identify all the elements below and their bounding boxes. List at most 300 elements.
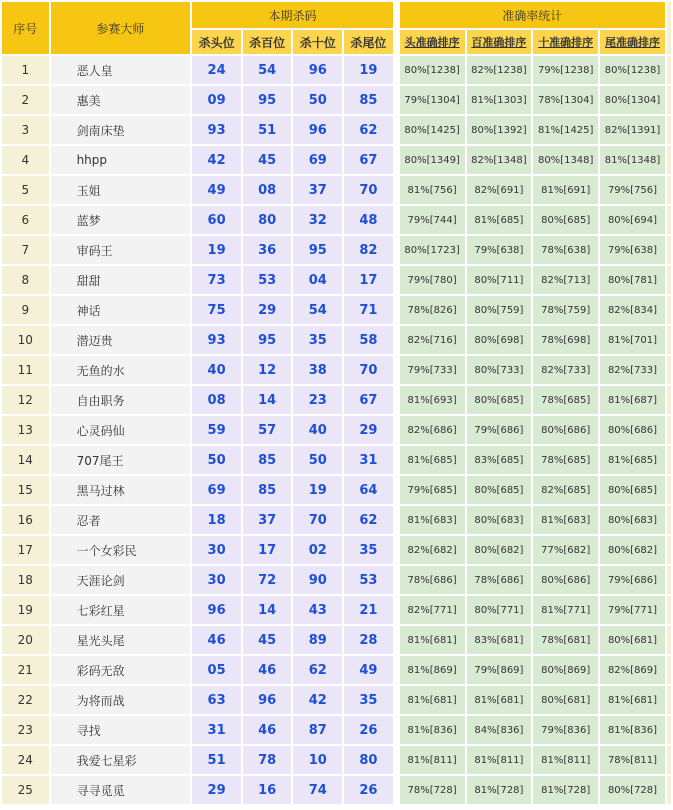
- column-gap: [395, 536, 398, 564]
- edge-strip: [667, 476, 671, 504]
- kill-hundreds-value: 46: [243, 656, 292, 684]
- table-row: [2, 626, 671, 654]
- row-index: 12: [2, 386, 49, 414]
- hundreds-accuracy-value: 83%[681]: [467, 626, 532, 654]
- hundreds-accuracy-value: 81%[728]: [467, 776, 532, 804]
- kill-tens-value: 43: [293, 596, 342, 624]
- kill-tail-value: 48: [344, 206, 393, 234]
- row-index: 6: [2, 206, 49, 234]
- master-name: 忍者: [51, 506, 191, 534]
- hundreds-accuracy-value: 80%[698]: [467, 326, 532, 354]
- edge-strip: [667, 206, 671, 234]
- tens-accuracy-value: 78%[685]: [533, 386, 598, 414]
- kill-tail-value: 80: [344, 746, 393, 774]
- column-gap: [395, 566, 398, 594]
- tens-accuracy-value: 77%[682]: [533, 536, 598, 564]
- master-name: 心灵码仙: [51, 416, 191, 444]
- tens-accuracy-value: 79%[1238]: [533, 56, 598, 84]
- head-accuracy-value: 81%[836]: [400, 716, 465, 744]
- edge-strip: [667, 266, 671, 294]
- header-master: 参赛大师: [51, 2, 191, 54]
- kill-head-value: 31: [192, 716, 241, 744]
- tail-accuracy-value: 82%[1391]: [600, 116, 665, 144]
- kill-hundreds-value: 46: [243, 716, 292, 744]
- kill-head-value: 24: [192, 56, 241, 84]
- edge-strip: [667, 236, 671, 264]
- kill-hundreds-value: 08: [243, 176, 292, 204]
- edge-strip: [667, 686, 671, 714]
- column-gap: [395, 716, 398, 744]
- kill-tens-value: 96: [293, 56, 342, 84]
- kill-head-value: 19: [192, 236, 241, 264]
- kill-head-value: 42: [192, 146, 241, 174]
- master-name: 天涯论剑: [51, 566, 191, 594]
- edge-strip: [667, 2, 671, 54]
- tens-accuracy-value: 78%[698]: [533, 326, 598, 354]
- kill-tail-value: 64: [344, 476, 393, 504]
- edge-strip: [667, 656, 671, 684]
- kill-tail-value: 70: [344, 176, 393, 204]
- kill-head-value: 93: [192, 326, 241, 354]
- head-accuracy-value: 78%[728]: [400, 776, 465, 804]
- master-name: 潜迈贵: [51, 326, 191, 354]
- tens-accuracy-value: 81%[1425]: [533, 116, 598, 144]
- kill-tens-value: 50: [293, 446, 342, 474]
- kill-tens-value: 02: [293, 536, 342, 564]
- row-index: 25: [2, 776, 49, 804]
- kill-head-value: 49: [192, 176, 241, 204]
- kill-tens-value: 90: [293, 566, 342, 594]
- hundreds-accuracy-value: 81%[1303]: [467, 86, 532, 114]
- hundreds-accuracy-value: 80%[733]: [467, 356, 532, 384]
- master-name: hhpp: [51, 146, 191, 174]
- header-kill-head: 杀头位: [192, 30, 241, 54]
- row-index: 19: [2, 596, 49, 624]
- column-gap: [395, 506, 398, 534]
- kill-hundreds-value: 80: [243, 206, 292, 234]
- hundreds-accuracy-value: 82%[691]: [467, 176, 532, 204]
- hundreds-accuracy-value: 80%[685]: [467, 386, 532, 414]
- row-index: 22: [2, 686, 49, 714]
- sort-tens-accuracy-link[interactable]: 十准确排序: [533, 30, 598, 54]
- kill-head-value: 69: [192, 476, 241, 504]
- edge-strip: [667, 716, 671, 744]
- table-row: [2, 656, 671, 684]
- kill-hundreds-value: 37: [243, 506, 292, 534]
- hundreds-accuracy-value: 80%[711]: [467, 266, 532, 294]
- kill-head-value: 40: [192, 356, 241, 384]
- row-index: 17: [2, 536, 49, 564]
- master-name: 惠美: [51, 86, 191, 114]
- head-accuracy-value: 82%[771]: [400, 596, 465, 624]
- row-index: 20: [2, 626, 49, 654]
- master-name: 一个女彩民: [51, 536, 191, 564]
- kill-tens-value: 04: [293, 266, 342, 294]
- tail-accuracy-value: 80%[681]: [600, 626, 665, 654]
- edge-strip: [667, 386, 671, 414]
- kill-head-value: 73: [192, 266, 241, 294]
- kill-tens-value: 35: [293, 326, 342, 354]
- master-name: 707尾王: [51, 446, 191, 474]
- hundreds-accuracy-value: 80%[683]: [467, 506, 532, 534]
- kill-hundreds-value: 14: [243, 596, 292, 624]
- table-row: [2, 716, 671, 744]
- master-name: 星光头尾: [51, 626, 191, 654]
- kill-head-value: 46: [192, 626, 241, 654]
- tail-accuracy-value: 81%[836]: [600, 716, 665, 744]
- kill-hundreds-value: 45: [243, 146, 292, 174]
- row-index: 1: [2, 56, 49, 84]
- column-gap: [395, 86, 398, 114]
- head-accuracy-value: 81%[681]: [400, 686, 465, 714]
- kill-tens-value: 23: [293, 386, 342, 414]
- kill-tail-value: 67: [344, 386, 393, 414]
- header-kill-group: 本期杀码: [192, 2, 392, 28]
- sort-hundreds-accuracy-link[interactable]: 百准确排序: [467, 30, 532, 54]
- column-gap: [395, 656, 398, 684]
- row-index: 7: [2, 236, 49, 264]
- table-row: [2, 56, 671, 84]
- table-row: [2, 416, 671, 444]
- tail-accuracy-value: 82%[834]: [600, 296, 665, 324]
- tail-accuracy-value: 80%[728]: [600, 776, 665, 804]
- header-kill-tens: 杀十位: [293, 30, 342, 54]
- master-name: 黑马过林: [51, 476, 191, 504]
- tens-accuracy-value: 80%[1348]: [533, 146, 598, 174]
- edge-strip: [667, 776, 671, 804]
- kill-head-value: 30: [192, 536, 241, 564]
- column-gap: [395, 686, 398, 714]
- tens-accuracy-value: 81%[728]: [533, 776, 598, 804]
- master-name: 蓝梦: [51, 206, 191, 234]
- hundreds-accuracy-value: 81%[685]: [467, 206, 532, 234]
- tail-accuracy-value: 80%[682]: [600, 536, 665, 564]
- header-index: 序号: [2, 2, 49, 54]
- kill-hundreds-value: 36: [243, 236, 292, 264]
- header-accuracy-group: 准确率统计: [400, 2, 665, 28]
- table-row: [2, 686, 671, 714]
- head-accuracy-value: 81%[681]: [400, 626, 465, 654]
- row-index: 11: [2, 356, 49, 384]
- tail-accuracy-value: 80%[1304]: [600, 86, 665, 114]
- tens-accuracy-value: 82%[713]: [533, 266, 598, 294]
- row-index: 13: [2, 416, 49, 444]
- column-gap: [395, 596, 398, 624]
- master-name: 寻找: [51, 716, 191, 744]
- kill-tens-value: 10: [293, 746, 342, 774]
- master-name: 甜甜: [51, 266, 191, 294]
- tens-accuracy-value: 81%[691]: [533, 176, 598, 204]
- head-accuracy-value: 82%[686]: [400, 416, 465, 444]
- edge-strip: [667, 116, 671, 144]
- edge-strip: [667, 176, 671, 204]
- kill-head-value: 29: [192, 776, 241, 804]
- head-accuracy-value: 79%[1304]: [400, 86, 465, 114]
- kill-tail-value: 70: [344, 356, 393, 384]
- head-accuracy-value: 81%[756]: [400, 176, 465, 204]
- column-gap: [395, 356, 398, 384]
- head-accuracy-value: 81%[693]: [400, 386, 465, 414]
- tail-accuracy-value: 81%[687]: [600, 386, 665, 414]
- kill-hundreds-value: 78: [243, 746, 292, 774]
- table-row: [2, 746, 671, 774]
- row-index: 15: [2, 476, 49, 504]
- sort-tail-accuracy-link[interactable]: 尾准确排序: [600, 30, 665, 54]
- master-name: 寻寻觅觅: [51, 776, 191, 804]
- kill-tail-value: 31: [344, 446, 393, 474]
- head-accuracy-value: 79%[780]: [400, 266, 465, 294]
- kill-tail-value: 19: [344, 56, 393, 84]
- hundreds-accuracy-value: 80%[771]: [467, 596, 532, 624]
- kill-tail-value: 17: [344, 266, 393, 294]
- header-kill-hundreds: 杀百位: [243, 30, 292, 54]
- head-accuracy-value: 81%[811]: [400, 746, 465, 774]
- master-name: 神话: [51, 296, 191, 324]
- tail-accuracy-value: 79%[756]: [600, 176, 665, 204]
- tail-accuracy-value: 78%[811]: [600, 746, 665, 774]
- column-gap: [395, 116, 398, 144]
- kill-head-value: 05: [192, 656, 241, 684]
- column-gap: [395, 296, 398, 324]
- kill-head-value: 08: [192, 386, 241, 414]
- column-gap: [395, 146, 398, 174]
- kill-hundreds-value: 17: [243, 536, 292, 564]
- tens-accuracy-value: 82%[685]: [533, 476, 598, 504]
- master-name: 自由职务: [51, 386, 191, 414]
- tail-accuracy-value: 80%[685]: [600, 476, 665, 504]
- edge-strip: [667, 416, 671, 444]
- kill-hundreds-value: 96: [243, 686, 292, 714]
- head-accuracy-value: 80%[1425]: [400, 116, 465, 144]
- row-index: 3: [2, 116, 49, 144]
- hundreds-accuracy-value: 81%[811]: [467, 746, 532, 774]
- kill-tens-value: 38: [293, 356, 342, 384]
- column-gap: [395, 746, 398, 774]
- kill-tail-value: 62: [344, 506, 393, 534]
- row-index: 5: [2, 176, 49, 204]
- row-index: 23: [2, 716, 49, 744]
- row-index: 24: [2, 746, 49, 774]
- tens-accuracy-value: 79%[836]: [533, 716, 598, 744]
- head-accuracy-value: 81%[869]: [400, 656, 465, 684]
- kill-hundreds-value: 54: [243, 56, 292, 84]
- kill-tens-value: 54: [293, 296, 342, 324]
- kill-tail-value: 71: [344, 296, 393, 324]
- tens-accuracy-value: 78%[681]: [533, 626, 598, 654]
- column-gap: [395, 416, 398, 444]
- table-row: [2, 116, 671, 144]
- head-accuracy-value: 80%[1349]: [400, 146, 465, 174]
- tail-accuracy-value: 79%[686]: [600, 566, 665, 594]
- edge-strip: [667, 746, 671, 774]
- tens-accuracy-value: 81%[811]: [533, 746, 598, 774]
- tens-accuracy-value: 80%[869]: [533, 656, 598, 684]
- table-row: [2, 86, 671, 114]
- column-gap: [395, 236, 398, 264]
- kill-hundreds-value: 85: [243, 476, 292, 504]
- kill-tail-value: 26: [344, 776, 393, 804]
- table-row: [2, 596, 671, 624]
- column-gap: [395, 476, 398, 504]
- sort-head-accuracy-link[interactable]: 头准确排序: [400, 30, 465, 54]
- tens-accuracy-value: 80%[686]: [533, 566, 598, 594]
- table-row: [2, 236, 671, 264]
- kill-tens-value: 37: [293, 176, 342, 204]
- kill-tail-value: 28: [344, 626, 393, 654]
- kill-tail-value: 26: [344, 716, 393, 744]
- edge-strip: [667, 626, 671, 654]
- edge-strip: [667, 506, 671, 534]
- kill-head-value: 96: [192, 596, 241, 624]
- tail-accuracy-value: 81%[685]: [600, 446, 665, 474]
- table-row: [2, 296, 671, 324]
- kill-tail-value: 58: [344, 326, 393, 354]
- edge-strip: [667, 146, 671, 174]
- master-name: 我爱七星彩: [51, 746, 191, 774]
- kill-tens-value: 40: [293, 416, 342, 444]
- kill-head-value: 60: [192, 206, 241, 234]
- row-index: 9: [2, 296, 49, 324]
- column-gap: [395, 626, 398, 654]
- column-gap: [395, 326, 398, 354]
- kill-hundreds-value: 72: [243, 566, 292, 594]
- hundreds-accuracy-value: 78%[686]: [467, 566, 532, 594]
- tens-accuracy-value: 80%[681]: [533, 686, 598, 714]
- kill-tens-value: 50: [293, 86, 342, 114]
- head-accuracy-value: 78%[686]: [400, 566, 465, 594]
- row-index: 18: [2, 566, 49, 594]
- head-accuracy-value: 79%[744]: [400, 206, 465, 234]
- kill-tens-value: 42: [293, 686, 342, 714]
- head-accuracy-value: 82%[682]: [400, 536, 465, 564]
- edge-strip: [667, 326, 671, 354]
- kill-tail-value: 67: [344, 146, 393, 174]
- edge-strip: [667, 596, 671, 624]
- tail-accuracy-value: 80%[686]: [600, 416, 665, 444]
- row-index: 4: [2, 146, 49, 174]
- kill-hundreds-value: 51: [243, 116, 292, 144]
- column-gap: [395, 56, 398, 84]
- kill-tens-value: 89: [293, 626, 342, 654]
- kill-tens-value: 95: [293, 236, 342, 264]
- kill-tens-value: 74: [293, 776, 342, 804]
- hundreds-accuracy-value: 80%[682]: [467, 536, 532, 564]
- hundreds-accuracy-value: 84%[836]: [467, 716, 532, 744]
- kill-tens-value: 62: [293, 656, 342, 684]
- kill-hundreds-value: 14: [243, 386, 292, 414]
- tens-accuracy-value: 78%[1304]: [533, 86, 598, 114]
- kill-hundreds-value: 95: [243, 86, 292, 114]
- kill-hundreds-value: 85: [243, 446, 292, 474]
- table-row: [2, 476, 671, 504]
- kill-hundreds-value: 29: [243, 296, 292, 324]
- hundreds-accuracy-value: 80%[685]: [467, 476, 532, 504]
- master-name: 剑南床垫: [51, 116, 191, 144]
- kill-head-value: 50: [192, 446, 241, 474]
- hundreds-accuracy-value: 82%[1348]: [467, 146, 532, 174]
- head-accuracy-value: 80%[1238]: [400, 56, 465, 84]
- master-name: 为将而战: [51, 686, 191, 714]
- hundreds-accuracy-value: 79%[686]: [467, 416, 532, 444]
- column-gap: [395, 386, 398, 414]
- master-name: 无鱼的水: [51, 356, 191, 384]
- kill-tens-value: 96: [293, 116, 342, 144]
- kill-head-value: 63: [192, 686, 241, 714]
- table-row: [2, 176, 671, 204]
- table-row: [2, 356, 671, 384]
- row-index: 16: [2, 506, 49, 534]
- kill-head-value: 75: [192, 296, 241, 324]
- master-name: 彩码无敌: [51, 656, 191, 684]
- master-name: 恶人皇: [51, 56, 191, 84]
- kill-head-value: 51: [192, 746, 241, 774]
- table-row: [2, 446, 671, 474]
- column-gap: [395, 446, 398, 474]
- kill-tens-value: 69: [293, 146, 342, 174]
- head-accuracy-value: 82%[716]: [400, 326, 465, 354]
- edge-strip: [667, 296, 671, 324]
- table-row: [2, 776, 671, 804]
- head-accuracy-value: 81%[685]: [400, 446, 465, 474]
- table-row: [2, 386, 671, 414]
- kill-tail-value: 35: [344, 686, 393, 714]
- kill-hundreds-value: 12: [243, 356, 292, 384]
- master-name: 玉姐: [51, 176, 191, 204]
- column-gap: [395, 176, 398, 204]
- table-row: [2, 536, 671, 564]
- tail-accuracy-value: 80%[1238]: [600, 56, 665, 84]
- kill-head-value: 09: [192, 86, 241, 114]
- head-accuracy-value: 78%[826]: [400, 296, 465, 324]
- edge-strip: [667, 446, 671, 474]
- tail-accuracy-value: 82%[733]: [600, 356, 665, 384]
- kill-tail-value: 53: [344, 566, 393, 594]
- head-accuracy-value: 80%[1723]: [400, 236, 465, 264]
- edge-strip: [667, 56, 671, 84]
- kill-hundreds-value: 45: [243, 626, 292, 654]
- row-index: 10: [2, 326, 49, 354]
- kill-tens-value: 87: [293, 716, 342, 744]
- tens-accuracy-value: 78%[685]: [533, 446, 598, 474]
- table-row: [2, 266, 671, 294]
- hundreds-accuracy-value: 79%[869]: [467, 656, 532, 684]
- head-accuracy-value: 81%[683]: [400, 506, 465, 534]
- master-name: 七彩红星: [51, 596, 191, 624]
- kill-hundreds-value: 53: [243, 266, 292, 294]
- row-index: 21: [2, 656, 49, 684]
- kill-hundreds-value: 95: [243, 326, 292, 354]
- table-row: [2, 146, 671, 174]
- table-row: [2, 326, 671, 354]
- tens-accuracy-value: 81%[683]: [533, 506, 598, 534]
- kill-tail-value: 85: [344, 86, 393, 114]
- hundreds-accuracy-value: 80%[759]: [467, 296, 532, 324]
- tens-accuracy-value: 78%[638]: [533, 236, 598, 264]
- kill-tail-value: 49: [344, 656, 393, 684]
- edge-strip: [667, 356, 671, 384]
- kill-tens-value: 19: [293, 476, 342, 504]
- tail-accuracy-value: 79%[771]: [600, 596, 665, 624]
- hundreds-accuracy-value: 80%[1392]: [467, 116, 532, 144]
- kill-tail-value: 82: [344, 236, 393, 264]
- kill-tail-value: 35: [344, 536, 393, 564]
- kill-tail-value: 62: [344, 116, 393, 144]
- tens-accuracy-value: 82%[733]: [533, 356, 598, 384]
- header-kill-tail: 杀尾位: [344, 30, 393, 54]
- tens-accuracy-value: 80%[686]: [533, 416, 598, 444]
- head-accuracy-value: 79%[733]: [400, 356, 465, 384]
- kill-head-value: 59: [192, 416, 241, 444]
